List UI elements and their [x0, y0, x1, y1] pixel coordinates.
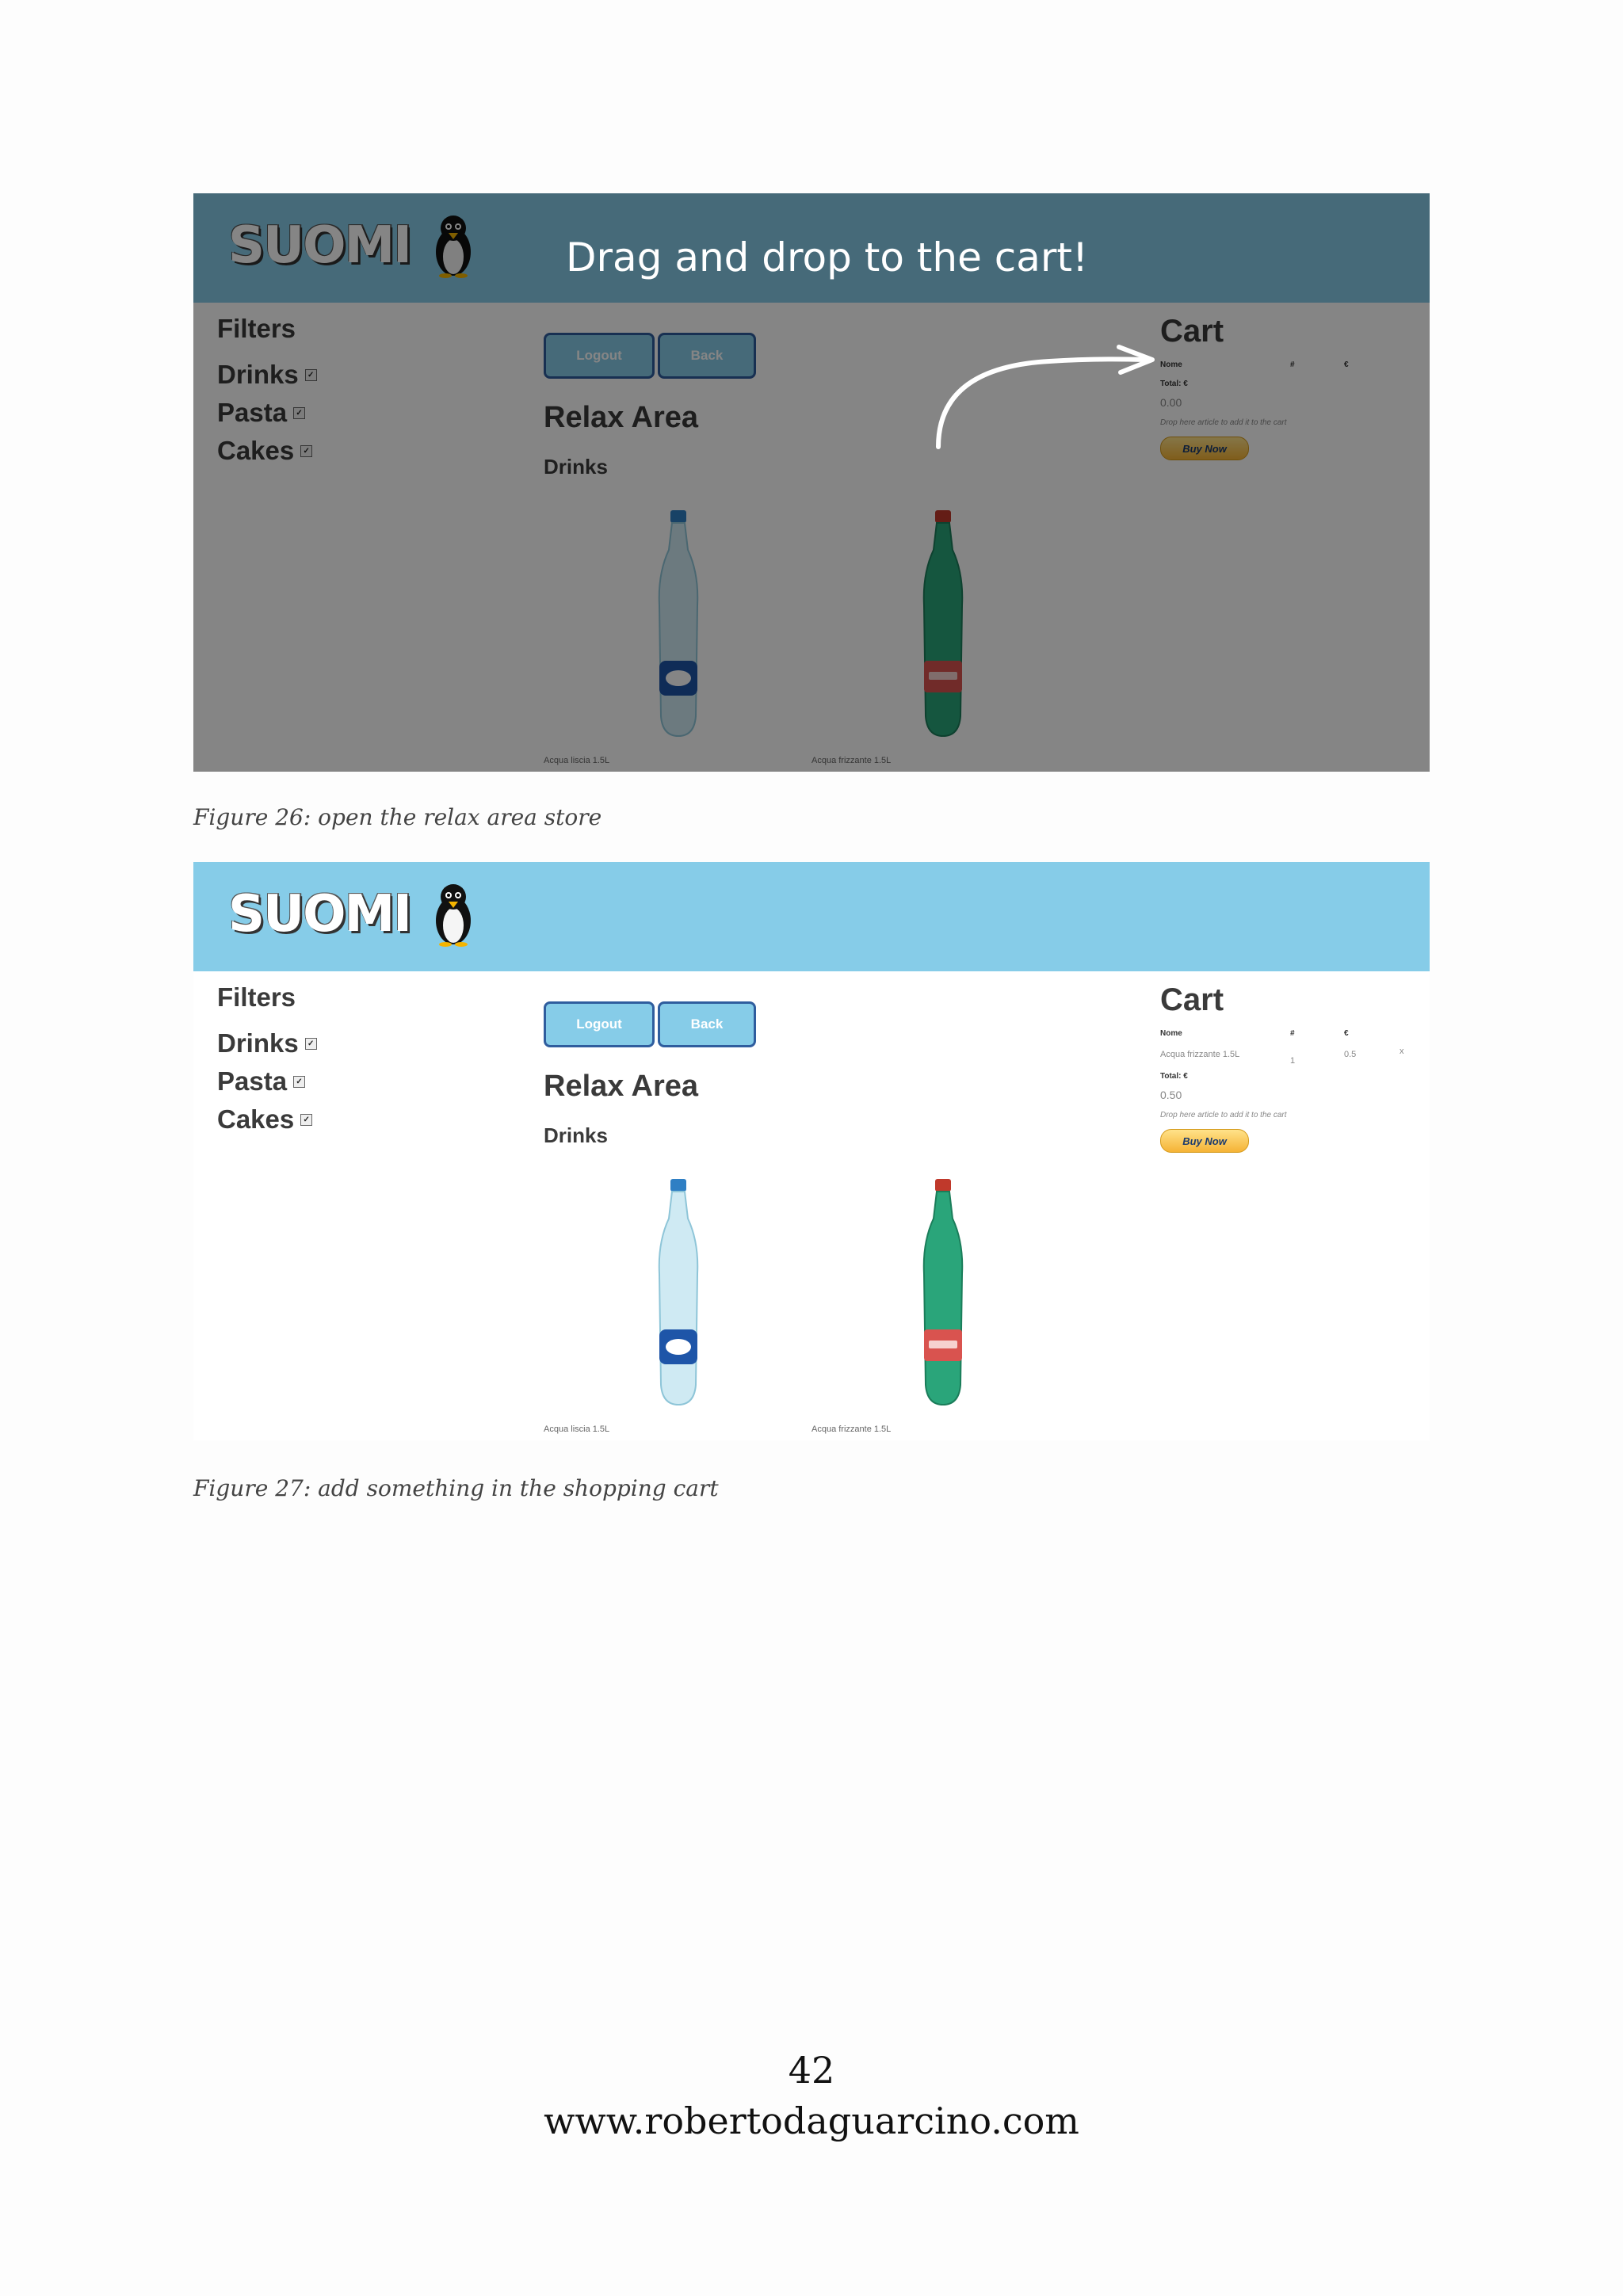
cart-title: Cart [1160, 314, 1224, 349]
checkbox-pasta[interactable]: ✓ [293, 1076, 305, 1088]
filter-cakes[interactable]: Cakes ✓ [217, 1103, 317, 1136]
product-image-sparkling-water[interactable] [911, 1179, 975, 1409]
headline-drag-drop: Drag and drop to the cart! [566, 235, 1089, 280]
logout-button[interactable]: Logout [544, 1001, 655, 1047]
figure-caption: Figure 26: open the relax area store [193, 804, 602, 830]
filters-panel [217, 982, 317, 1141]
filter-pasta[interactable]: Pasta ✓ [217, 396, 317, 429]
cart-item-remove-button[interactable]: x [1400, 1047, 1404, 1056]
filters-title: Filters [217, 982, 296, 1012]
buy-now-button[interactable]: Buy Now [1160, 437, 1249, 460]
cart-total-label: Total: € [1160, 1072, 1188, 1081]
back-button[interactable]: Back [658, 1001, 756, 1047]
filters-title: Filters [217, 314, 296, 343]
cart-item-row [1160, 1047, 1422, 1070]
back-button[interactable]: Back [658, 333, 756, 379]
brand-text: SUOMI [228, 885, 411, 944]
cart-item-name: Acqua frizzante 1.5L [1160, 1050, 1240, 1059]
cart-panel[interactable] [1160, 982, 1422, 1153]
cart-col-qty: # [1290, 1029, 1295, 1038]
cart-total-label: Total: € [1160, 379, 1188, 388]
cart-col-qty: # [1290, 360, 1295, 369]
product-name: Acqua liscia 1.5L [544, 1425, 610, 1434]
checkbox-pasta[interactable]: ✓ [293, 407, 305, 419]
cart-table-header [1160, 1029, 1422, 1047]
brand-logo [228, 881, 479, 948]
product-name: Acqua frizzante 1.5L [812, 756, 892, 765]
curved-arrow-icon [930, 336, 1168, 455]
area-title: Relax Area [544, 401, 699, 434]
cart-col-price: € [1344, 360, 1349, 369]
product-name: Acqua frizzante 1.5L [812, 1425, 892, 1434]
filter-drinks[interactable]: Drinks ✓ [217, 358, 317, 391]
website-url: www.robertodaguarcino.com [544, 2100, 1079, 2142]
filter-pasta[interactable]: Pasta ✓ [217, 1065, 317, 1098]
filter-drinks[interactable]: Drinks ✓ [217, 1027, 317, 1060]
cart-item-qty: 1 [1290, 1056, 1296, 1066]
screenshot-figure-27 [193, 862, 1430, 1440]
brand-text: SUOMI [228, 216, 411, 275]
checkbox-cakes[interactable]: ✓ [300, 445, 312, 457]
buy-now-button[interactable]: Buy Now [1160, 1129, 1249, 1153]
cart-drop-hint: Drop here article to add it to the cart [1160, 418, 1287, 427]
cart-col-price: € [1344, 1029, 1349, 1038]
screenshot-figure-26 [193, 193, 1430, 772]
product-name: Acqua liscia 1.5L [544, 756, 610, 765]
cart-total-value: 0.00 [1160, 396, 1182, 409]
penguin-icon [428, 881, 479, 948]
checkbox-cakes[interactable]: ✓ [300, 1114, 312, 1126]
cart-col-name: Nome [1160, 1029, 1182, 1038]
filter-cakes[interactable]: Cakes ✓ [217, 434, 317, 467]
page-number: 42 [788, 2049, 835, 2092]
app-header [193, 862, 1430, 971]
category-title: Drinks [544, 1123, 608, 1147]
logout-button[interactable]: Logout [544, 333, 655, 379]
category-title: Drinks [544, 455, 608, 479]
checkbox-drinks[interactable]: ✓ [305, 369, 317, 381]
cart-col-name: Nome [1160, 360, 1182, 369]
area-title: Relax Area [544, 1070, 699, 1103]
product-image-still-water[interactable] [647, 1179, 710, 1409]
cart-item-price: 0.5 [1344, 1050, 1357, 1059]
checkbox-drinks[interactable]: ✓ [305, 1038, 317, 1050]
cart-drop-hint: Drop here article to add it to the cart [1160, 1111, 1287, 1119]
cart-title: Cart [1160, 982, 1224, 1017]
figure-caption: Figure 27: add something in the shopping cart [193, 1475, 719, 1501]
cart-total-value: 0.50 [1160, 1089, 1182, 1101]
